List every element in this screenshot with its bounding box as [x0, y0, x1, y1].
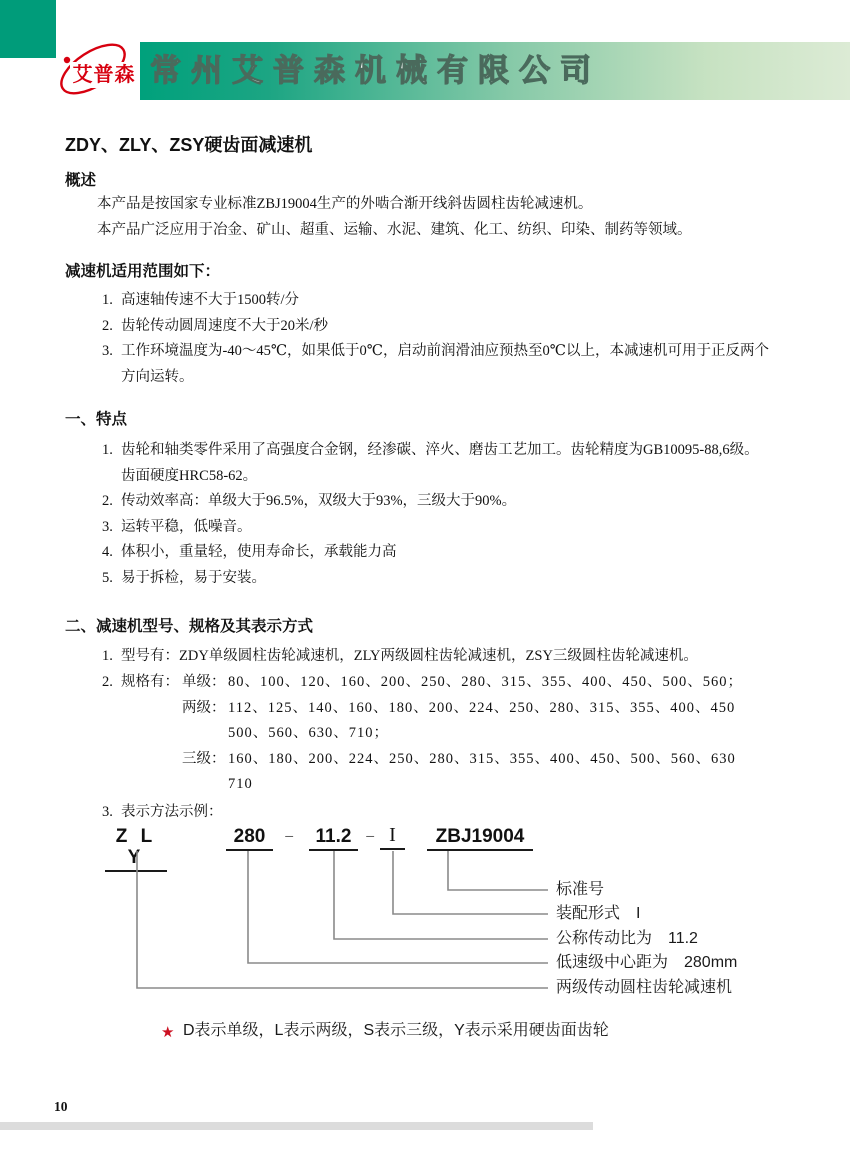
- spec-level-label: 三级：: [182, 751, 226, 767]
- callout-label: 低速级中心距为 280mm: [556, 954, 738, 971]
- spec-values: 710: [228, 776, 253, 792]
- spec-level-label: 单级：: [182, 674, 226, 690]
- list-item: 3. 表示方法示例：: [102, 804, 223, 820]
- overview-paragraph: 本产品广泛应用于冶金、矿山、超重、运输、水泥、建筑、化工、纺织、印染、制药等领域。: [97, 221, 692, 238]
- spec-values: 500、560、630、710；: [228, 725, 389, 741]
- list-item: 1. 高速轴传速不大于1500转/分: [102, 292, 300, 308]
- header-band: [140, 42, 850, 100]
- list-item: 1. 齿轮和轴类零件采用了高强度合金钢，经渗碳、淬火、磨齿工艺加工。齿轮精度为GB10095-88,6级。 齿面硬度HRC58-62。: [102, 442, 759, 484]
- overview-heading: 概述: [65, 172, 97, 189]
- list-item: 2. 规格有：: [102, 674, 179, 690]
- dash-separator: −: [365, 827, 375, 846]
- list-item: 2. 齿轮传动圆周速度不大于20米/秒: [102, 317, 329, 334]
- overview-paragraph: 本产品是按国家专业标准ZBJ19004生产的外啮合渐开线斜齿圆柱齿轮减速机。: [97, 196, 593, 212]
- footer-bar: [0, 1122, 593, 1130]
- list-item: 5. 易于拆检，易于安装。: [102, 569, 266, 586]
- spec-values: 160、180、200、224、250、280、315、355、400、450、500、560、630: [228, 751, 736, 767]
- spec-values: 112、125、140、160、180、200、224、250、280、315、355、400、450: [228, 700, 736, 716]
- list-item: 1. 型号有：ZDY单级圆柱齿轮减速机，ZLY两级圆柱齿轮减速机，ZSY三级圆柱齿轮减速机。: [102, 648, 698, 664]
- example-center-distance: 280: [226, 826, 273, 851]
- models-heading: 二、减速机型号、规格及其表示方式: [65, 618, 314, 635]
- legend-note: D表示单级，L表示两级，S表示三级，Y表示采用硬齿面齿轮: [183, 1022, 609, 1039]
- callout-label: 公称传动比为 11.2: [556, 930, 698, 947]
- list-item: 2. 传动效率高：单级大于96.5%，双级大于93%，三级大于90%。: [102, 493, 517, 509]
- scope-heading: 减速机适用范围如下：: [65, 263, 221, 280]
- example-standard-code: ZBJ19004: [427, 826, 533, 851]
- company-name: 常州艾普森机械有限公司: [150, 53, 601, 89]
- spec-level-label: 两级：: [182, 700, 226, 716]
- page-title: ZDY、ZLY、ZSY硬齿面减速机: [65, 135, 313, 155]
- example-assembly-form: I: [380, 825, 405, 850]
- features-heading: 一、特点: [65, 411, 128, 428]
- example-model-code: Z L Y: [105, 826, 167, 872]
- header-green-square: [0, 0, 56, 58]
- spec-values: 80、100、120、160、200、250、280、315、355、400、450、500、560；: [228, 674, 743, 690]
- example-ratio: 11.2: [309, 826, 358, 851]
- callout-label: 标准号: [556, 881, 605, 898]
- list-item: 3. 运转平稳，低噪音。: [102, 518, 252, 535]
- logo-text: 艾普森: [70, 62, 138, 88]
- list-item: 3. 工作环境温度为-40～45℃，如果低于0℃，启动前润滑油应预热至0℃以上，本减速机可用于正反两个 方向运转。: [102, 343, 769, 385]
- star-icon: ★: [161, 1023, 175, 1041]
- list-item: 4. 体积小，重量轻，使用寿命长，承载能力高: [102, 544, 397, 560]
- callout-label: 两级传动圆柱齿轮减速机: [556, 979, 733, 996]
- dash-separator: −: [284, 827, 294, 846]
- page-number: 10: [54, 1099, 68, 1114]
- callout-label: 装配形式 I: [556, 905, 641, 922]
